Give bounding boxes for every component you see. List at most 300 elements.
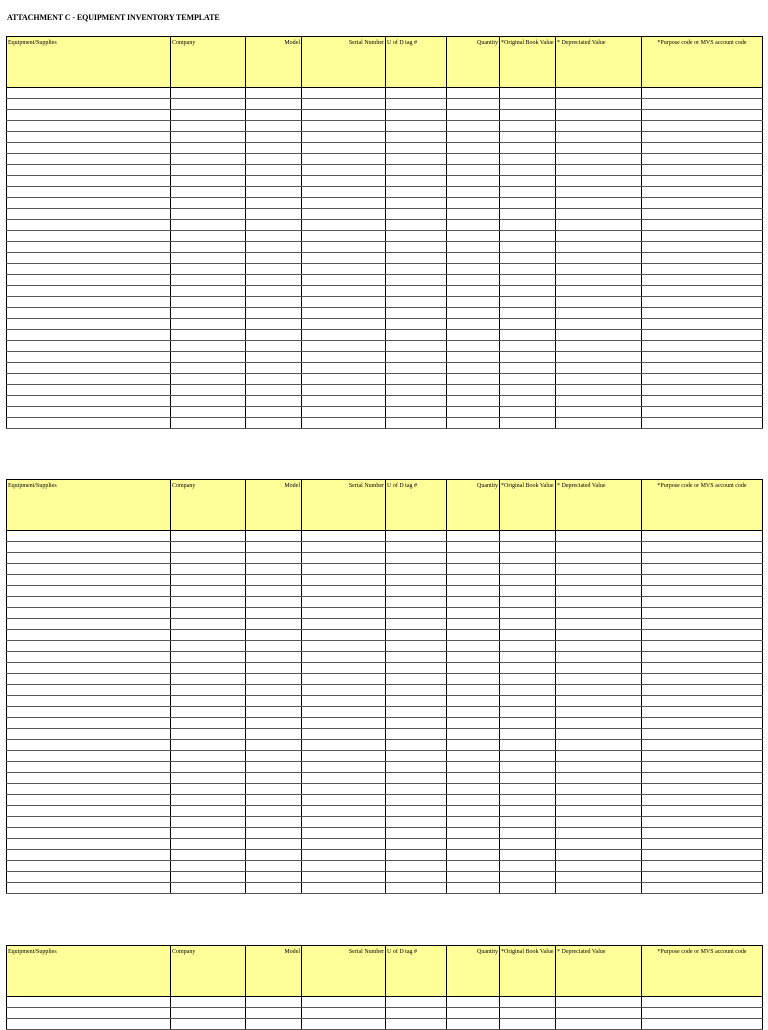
table-cell[interactable] [500,861,556,872]
table-cell[interactable] [500,407,556,418]
table-cell[interactable] [302,773,386,784]
table-cell[interactable] [447,806,500,817]
table-cell[interactable] [500,88,556,99]
table-cell[interactable] [447,586,500,597]
table-cell[interactable] [642,253,763,264]
table-cell[interactable] [302,997,386,1008]
table-cell[interactable] [302,198,386,209]
table-cell[interactable] [500,242,556,253]
table-cell[interactable] [447,121,500,132]
table-cell[interactable] [642,883,763,894]
table-cell[interactable] [447,696,500,707]
table-cell[interactable] [171,608,246,619]
table-cell[interactable] [642,231,763,242]
table-cell[interactable] [556,99,642,110]
table-cell[interactable] [500,275,556,286]
table-cell[interactable] [556,630,642,641]
table-cell[interactable] [556,575,642,586]
table-cell[interactable] [447,308,500,319]
table-cell[interactable] [7,553,171,564]
table-cell[interactable] [556,88,642,99]
table-cell[interactable] [302,264,386,275]
table-cell[interactable] [642,575,763,586]
table-cell[interactable] [7,352,171,363]
table-cell[interactable] [386,121,447,132]
table-cell[interactable] [642,418,763,429]
table-cell[interactable] [246,674,302,685]
table-cell[interactable] [642,242,763,253]
table-cell[interactable] [171,198,246,209]
table-cell[interactable] [246,330,302,341]
table-cell[interactable] [642,275,763,286]
table-cell[interactable] [302,861,386,872]
table-cell[interactable] [7,330,171,341]
table-cell[interactable] [246,652,302,663]
table-cell[interactable] [642,110,763,121]
table-cell[interactable] [500,341,556,352]
table-cell[interactable] [7,806,171,817]
table-cell[interactable] [642,319,763,330]
table-cell[interactable] [302,1019,386,1030]
table-cell[interactable] [246,264,302,275]
table-cell[interactable] [447,751,500,762]
table-cell[interactable] [500,751,556,762]
table-cell[interactable] [447,231,500,242]
table-cell[interactable] [642,861,763,872]
table-cell[interactable] [171,828,246,839]
table-cell[interactable] [642,264,763,275]
table-cell[interactable] [556,619,642,630]
table-cell[interactable] [386,165,447,176]
table-cell[interactable] [302,608,386,619]
table-cell[interactable] [447,132,500,143]
table-cell[interactable] [246,297,302,308]
table-cell[interactable] [556,187,642,198]
table-cell[interactable] [302,253,386,264]
table-cell[interactable] [171,286,246,297]
table-cell[interactable] [642,1008,763,1019]
table-cell[interactable] [386,264,447,275]
table-cell[interactable] [447,531,500,542]
table-cell[interactable] [642,286,763,297]
table-cell[interactable] [302,652,386,663]
table-cell[interactable] [7,828,171,839]
table-cell[interactable] [7,286,171,297]
table-cell[interactable] [642,341,763,352]
table-cell[interactable] [171,363,246,374]
table-cell[interactable] [7,363,171,374]
table-cell[interactable] [447,575,500,586]
table-cell[interactable] [171,619,246,630]
table-cell[interactable] [500,784,556,795]
table-cell[interactable] [246,88,302,99]
table-cell[interactable] [556,297,642,308]
table-cell[interactable] [302,663,386,674]
table-cell[interactable] [246,586,302,597]
table-cell[interactable] [7,630,171,641]
table-cell[interactable] [642,1019,763,1030]
table-cell[interactable] [246,762,302,773]
table-cell[interactable] [171,88,246,99]
table-cell[interactable] [447,253,500,264]
table-cell[interactable] [556,1019,642,1030]
table-cell[interactable] [556,608,642,619]
table-cell[interactable] [642,407,763,418]
table-cell[interactable] [246,553,302,564]
table-cell[interactable] [556,751,642,762]
table-cell[interactable] [556,418,642,429]
table-cell[interactable] [386,696,447,707]
table-cell[interactable] [500,542,556,553]
table-cell[interactable] [447,407,500,418]
table-cell[interactable] [556,396,642,407]
table-cell[interactable] [7,319,171,330]
table-cell[interactable] [7,264,171,275]
table-cell[interactable] [556,308,642,319]
table-cell[interactable] [556,872,642,883]
table-cell[interactable] [556,242,642,253]
table-cell[interactable] [171,861,246,872]
table-cell[interactable] [171,308,246,319]
table-cell[interactable] [556,997,642,1008]
table-cell[interactable] [447,319,500,330]
table-cell[interactable] [447,630,500,641]
table-cell[interactable] [500,396,556,407]
table-cell[interactable] [302,330,386,341]
table-cell[interactable] [246,275,302,286]
table-cell[interactable] [171,597,246,608]
table-cell[interactable] [302,341,386,352]
table-cell[interactable] [386,608,447,619]
table-cell[interactable] [642,872,763,883]
table-cell[interactable] [447,674,500,685]
table-cell[interactable] [642,806,763,817]
table-cell[interactable] [171,839,246,850]
table-cell[interactable] [556,663,642,674]
table-cell[interactable] [447,275,500,286]
table-cell[interactable] [556,319,642,330]
table-cell[interactable] [7,88,171,99]
table-cell[interactable] [302,641,386,652]
table-cell[interactable] [556,176,642,187]
table-cell[interactable] [171,242,246,253]
table-cell[interactable] [642,330,763,341]
table-cell[interactable] [386,286,447,297]
table-cell[interactable] [386,187,447,198]
table-cell[interactable] [302,418,386,429]
table-cell[interactable] [302,674,386,685]
table-cell[interactable] [642,817,763,828]
table-cell[interactable] [447,597,500,608]
table-cell[interactable] [500,564,556,575]
table-cell[interactable] [642,850,763,861]
table-cell[interactable] [386,209,447,220]
table-cell[interactable] [447,418,500,429]
table-cell[interactable] [556,121,642,132]
table-cell[interactable] [7,297,171,308]
table-cell[interactable] [246,1019,302,1030]
table-cell[interactable] [642,154,763,165]
table-cell[interactable] [171,784,246,795]
table-cell[interactable] [386,132,447,143]
table-cell[interactable] [642,187,763,198]
table-cell[interactable] [556,740,642,751]
table-cell[interactable] [500,132,556,143]
table-cell[interactable] [642,597,763,608]
table-cell[interactable] [642,641,763,652]
table-cell[interactable] [500,154,556,165]
table-cell[interactable] [556,564,642,575]
table-cell[interactable] [7,751,171,762]
table-cell[interactable] [386,418,447,429]
table-cell[interactable] [7,253,171,264]
table-cell[interactable] [642,839,763,850]
table-cell[interactable] [556,806,642,817]
table-cell[interactable] [556,198,642,209]
table-cell[interactable] [556,1008,642,1019]
table-cell[interactable] [556,132,642,143]
table-cell[interactable] [246,696,302,707]
table-cell[interactable] [246,385,302,396]
table-cell[interactable] [500,652,556,663]
table-cell[interactable] [7,575,171,586]
table-cell[interactable] [7,773,171,784]
table-cell[interactable] [246,374,302,385]
table-cell[interactable] [386,1019,447,1030]
table-cell[interactable] [171,176,246,187]
table-cell[interactable] [7,110,171,121]
table-cell[interactable] [171,132,246,143]
table-cell[interactable] [447,352,500,363]
table-cell[interactable] [7,718,171,729]
table-cell[interactable] [302,564,386,575]
table-cell[interactable] [500,817,556,828]
table-cell[interactable] [386,828,447,839]
table-cell[interactable] [500,663,556,674]
table-cell[interactable] [7,597,171,608]
table-cell[interactable] [556,231,642,242]
table-cell[interactable] [171,319,246,330]
table-cell[interactable] [642,352,763,363]
table-cell[interactable] [556,341,642,352]
table-cell[interactable] [500,586,556,597]
table-cell[interactable] [171,121,246,132]
table-cell[interactable] [556,330,642,341]
table-cell[interactable] [500,597,556,608]
table-cell[interactable] [500,997,556,1008]
table-cell[interactable] [500,220,556,231]
table-cell[interactable] [500,209,556,220]
table-cell[interactable] [246,641,302,652]
table-cell[interactable] [447,143,500,154]
table-cell[interactable] [447,341,500,352]
table-cell[interactable] [171,99,246,110]
table-cell[interactable] [386,396,447,407]
table-cell[interactable] [171,817,246,828]
table-cell[interactable] [500,872,556,883]
table-cell[interactable] [171,696,246,707]
table-cell[interactable] [171,883,246,894]
table-cell[interactable] [386,575,447,586]
table-cell[interactable] [386,641,447,652]
table-cell[interactable] [447,685,500,696]
table-cell[interactable] [386,586,447,597]
table-cell[interactable] [386,861,447,872]
table-cell[interactable] [642,209,763,220]
table-cell[interactable] [386,553,447,564]
table-cell[interactable] [302,630,386,641]
table-cell[interactable] [500,286,556,297]
table-cell[interactable] [447,740,500,751]
table-cell[interactable] [171,652,246,663]
table-cell[interactable] [500,828,556,839]
table-cell[interactable] [642,630,763,641]
table-cell[interactable] [7,883,171,894]
table-cell[interactable] [171,385,246,396]
table-cell[interactable] [447,396,500,407]
table-cell[interactable] [386,407,447,418]
table-cell[interactable] [556,641,642,652]
table-cell[interactable] [500,231,556,242]
table-cell[interactable] [246,564,302,575]
table-cell[interactable] [447,861,500,872]
table-cell[interactable] [386,597,447,608]
table-cell[interactable] [556,275,642,286]
table-cell[interactable] [386,718,447,729]
table-cell[interactable] [386,341,447,352]
table-cell[interactable] [642,674,763,685]
table-cell[interactable] [556,220,642,231]
table-cell[interactable] [171,187,246,198]
table-cell[interactable] [171,751,246,762]
table-cell[interactable] [500,1008,556,1019]
table-cell[interactable] [302,696,386,707]
table-cell[interactable] [302,806,386,817]
table-cell[interactable] [500,319,556,330]
table-cell[interactable] [7,762,171,773]
table-cell[interactable] [386,674,447,685]
table-cell[interactable] [386,352,447,363]
table-cell[interactable] [386,806,447,817]
table-cell[interactable] [302,319,386,330]
table-cell[interactable] [642,553,763,564]
table-cell[interactable] [386,385,447,396]
table-cell[interactable] [302,553,386,564]
table-cell[interactable] [7,1008,171,1019]
table-cell[interactable] [556,154,642,165]
table-cell[interactable] [7,696,171,707]
table-cell[interactable] [7,275,171,286]
table-cell[interactable] [246,784,302,795]
table-cell[interactable] [302,143,386,154]
table-cell[interactable] [246,286,302,297]
table-cell[interactable] [447,209,500,220]
table-cell[interactable] [447,564,500,575]
table-cell[interactable] [386,630,447,641]
table-cell[interactable] [556,817,642,828]
table-cell[interactable] [642,165,763,176]
table-cell[interactable] [500,143,556,154]
table-cell[interactable] [642,385,763,396]
table-cell[interactable] [556,696,642,707]
table-cell[interactable] [556,762,642,773]
table-cell[interactable] [7,418,171,429]
table-cell[interactable] [171,396,246,407]
table-cell[interactable] [447,187,500,198]
table-cell[interactable] [642,564,763,575]
table-cell[interactable] [302,597,386,608]
table-cell[interactable] [246,198,302,209]
table-cell[interactable] [386,707,447,718]
table-cell[interactable] [556,795,642,806]
table-cell[interactable] [302,88,386,99]
table-cell[interactable] [302,619,386,630]
table-cell[interactable] [7,242,171,253]
table-cell[interactable] [556,363,642,374]
table-cell[interactable] [642,663,763,674]
table-cell[interactable] [447,707,500,718]
table-cell[interactable] [556,209,642,220]
table-cell[interactable] [246,997,302,1008]
table-cell[interactable] [642,828,763,839]
table-cell[interactable] [642,997,763,1008]
table-cell[interactable] [7,795,171,806]
table-cell[interactable] [386,308,447,319]
table-cell[interactable] [642,132,763,143]
table-cell[interactable] [447,718,500,729]
table-cell[interactable] [7,407,171,418]
table-cell[interactable] [302,187,386,198]
table-cell[interactable] [500,707,556,718]
table-cell[interactable] [302,872,386,883]
table-cell[interactable] [556,718,642,729]
table-cell[interactable] [246,242,302,253]
table-cell[interactable] [556,286,642,297]
table-cell[interactable] [447,198,500,209]
table-cell[interactable] [171,806,246,817]
table-cell[interactable] [447,619,500,630]
table-cell[interactable] [556,850,642,861]
table-cell[interactable] [302,531,386,542]
table-cell[interactable] [500,608,556,619]
table-cell[interactable] [171,641,246,652]
table-cell[interactable] [556,374,642,385]
table-cell[interactable] [642,374,763,385]
table-cell[interactable] [386,542,447,553]
table-cell[interactable] [171,997,246,1008]
table-cell[interactable] [500,308,556,319]
table-cell[interactable] [386,110,447,121]
table-cell[interactable] [302,352,386,363]
table-cell[interactable] [302,396,386,407]
table-cell[interactable] [246,817,302,828]
table-cell[interactable] [302,99,386,110]
table-cell[interactable] [7,132,171,143]
table-cell[interactable] [500,297,556,308]
table-cell[interactable] [500,883,556,894]
table-cell[interactable] [386,663,447,674]
table-cell[interactable] [447,330,500,341]
table-cell[interactable] [386,762,447,773]
table-cell[interactable] [7,1019,171,1030]
table-cell[interactable] [556,542,642,553]
table-cell[interactable] [7,652,171,663]
table-cell[interactable] [556,143,642,154]
table-cell[interactable] [302,784,386,795]
table-cell[interactable] [500,121,556,132]
table-cell[interactable] [386,883,447,894]
table-cell[interactable] [302,740,386,751]
